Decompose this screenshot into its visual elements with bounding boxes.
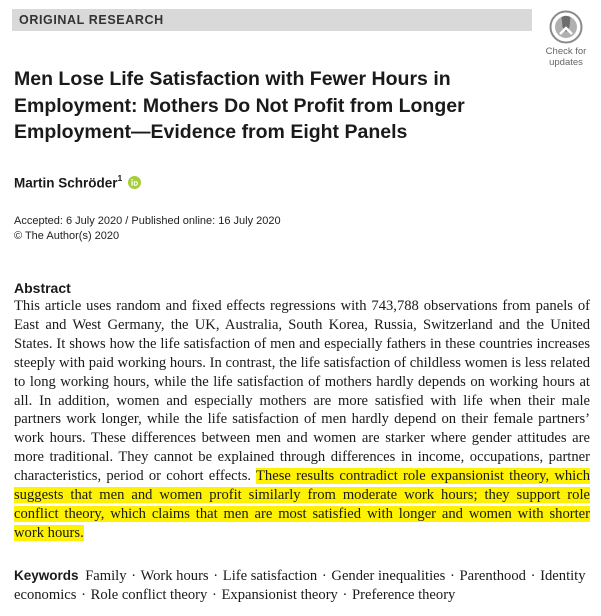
keyword-item: Expansionist theory bbox=[221, 587, 338, 603]
author-name[interactable]: Martin Schröder bbox=[14, 175, 118, 191]
author-line bbox=[14, 170, 141, 193]
keyword-separator: · bbox=[449, 568, 455, 584]
abstract-heading: Abstract bbox=[14, 280, 71, 296]
section-label bbox=[12, 9, 532, 31]
keyword-item: Parenthood bbox=[459, 568, 526, 584]
keyword-item: Gender inequalities bbox=[331, 568, 446, 584]
keyword-item: Work hours bbox=[140, 568, 209, 584]
check-for-updates-badge[interactable] bbox=[538, 10, 594, 72]
keyword-separator: · bbox=[213, 568, 219, 584]
keyword-separator: · bbox=[530, 568, 536, 584]
article-title: Men Lose Life Satisfaction with Fewer Hours in Employment: Mothers Do Not Profit from Longer Employment—Evidence from Eight Panels bbox=[14, 68, 465, 143]
publication-dates: Accepted: 6 July 2020 / Published online: 16 July 2020 bbox=[14, 215, 281, 227]
abstract-highlighted-text: These results contradict role expansionist theory, which suggests that men and women profit similarly from moderate work hours; they support role conflict theory, which claims that men are most satisfied with longer and women with shorter work hours. bbox=[14, 468, 590, 541]
keyword-item: Identity economics bbox=[14, 568, 586, 603]
abstract-text bbox=[14, 297, 590, 543]
section-label-text: ORIGINAL RESEARCH bbox=[19, 13, 164, 27]
check-for-updates-line2: updates bbox=[549, 57, 583, 68]
keywords-list bbox=[14, 568, 586, 603]
orcid-icon[interactable] bbox=[128, 176, 141, 189]
keyword-item: Family bbox=[85, 568, 127, 584]
keyword-item: Role conflict theory bbox=[90, 587, 208, 603]
publication-info bbox=[14, 214, 281, 244]
keyword-item: Life satisfaction bbox=[222, 568, 318, 584]
keyword-item: Preference theory bbox=[352, 587, 456, 603]
keywords-line bbox=[14, 566, 590, 605]
keyword-separator: · bbox=[131, 568, 137, 584]
check-for-updates-icon bbox=[549, 10, 583, 46]
keyword-separator: · bbox=[211, 587, 217, 603]
keyword-separator: · bbox=[81, 587, 86, 603]
keyword-separator: · bbox=[321, 568, 327, 584]
copyright-line: © The Author(s) 2020 bbox=[14, 230, 120, 242]
abstract-main-text: This article uses random and fixed effects regressions with 743,788 observations from panels of East and West Germany, the UK, Australia, South Korea, Russia, Switzerland and the United States. It shows how the life satisfaction of men and especially fathers in these countries increases steeply with paid working hours. In contrast, the life satisfaction of childless women is less related to long working hours, while the life satisfaction of mothers hardly depends on working hours at all. In addition, women and especially mothers are more satisfied with life when their male partners work longer, while the life satisfaction of men hardly depend on their female partners’ work hours. These differences between men and women are starker where gender attitudes are more traditional. They cannot be explained through differences in income, occupations, partner characteristics, period or cohort effects. bbox=[14, 298, 590, 485]
keyword-separator: · bbox=[342, 587, 348, 603]
check-for-updates-line1: Check for bbox=[545, 46, 587, 57]
keywords-label: Keywords bbox=[14, 568, 79, 583]
affiliation-marker[interactable]: 1 bbox=[117, 173, 123, 183]
